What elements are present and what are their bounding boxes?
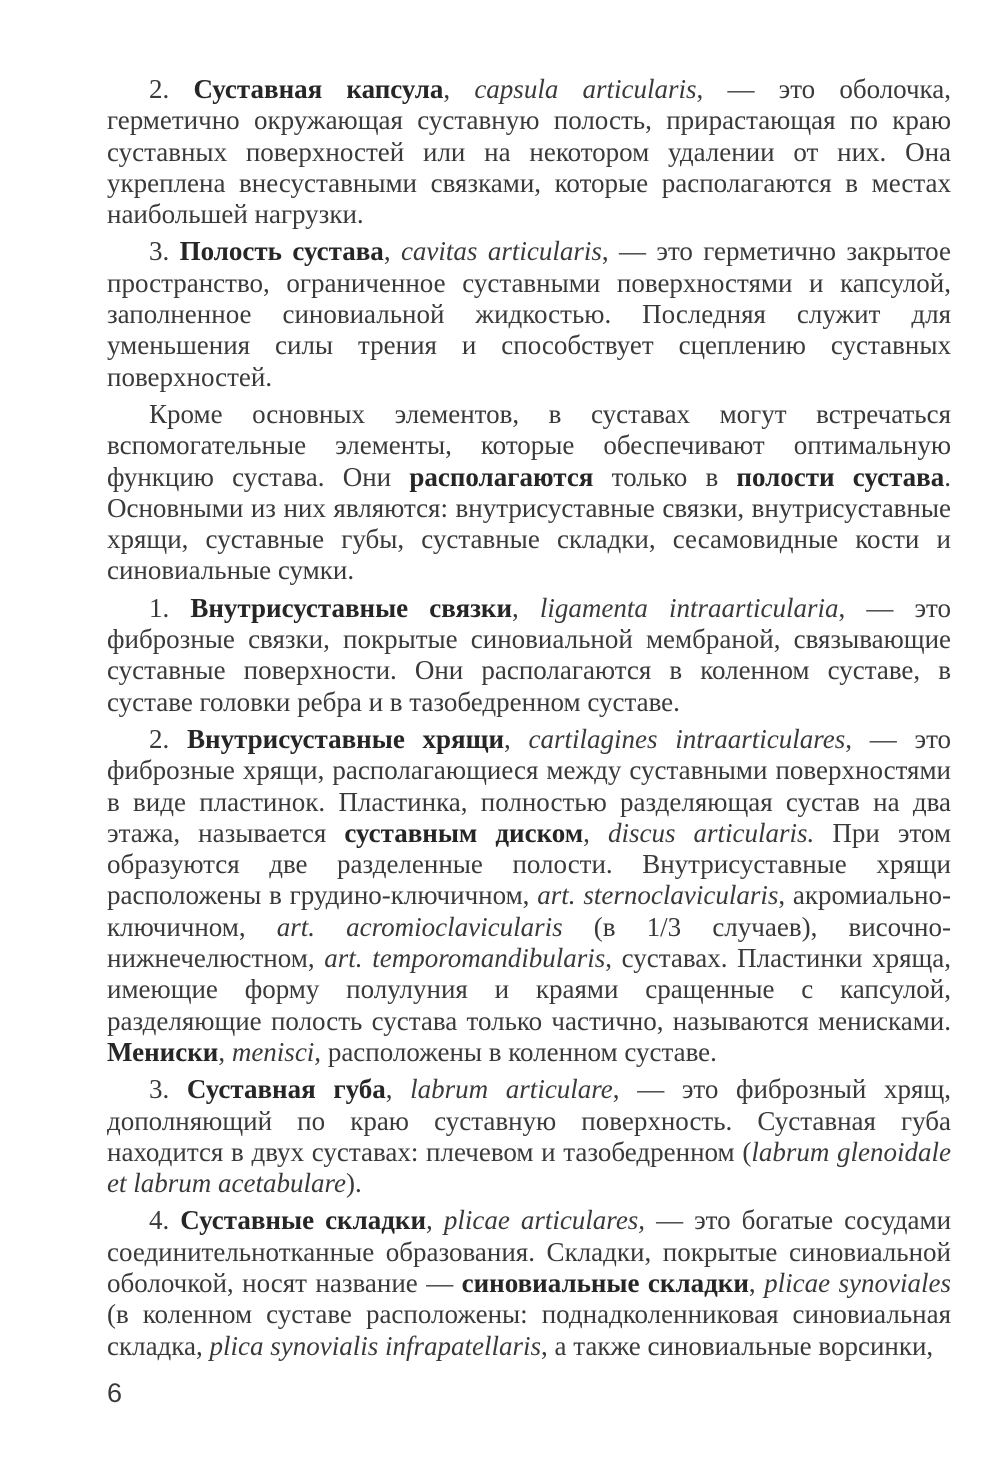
- text-fragment: ,: [583, 817, 608, 848]
- term-bold: полости сустава: [736, 461, 945, 492]
- text-fragment: , акромиально-ключичном,: [107, 880, 952, 942]
- latin-term: capsula articularis: [474, 74, 697, 104]
- latin-term: cartilagines intraarticulares: [528, 723, 846, 754]
- text-fragment: , — это оболочка, герметично окружающая суставную полость, прирастающая по краю суставных поверхностей или на некотором удалении от них. Она укреплена внесуставными связками, которые располагаются в местах наибольшей нагрузки.: [107, 74, 952, 230]
- term-bold: Суставная капсула: [193, 74, 444, 104]
- latin-term: discus articularis.: [607, 817, 815, 848]
- text-fragment: , а также синовиальные ворсинки,: [541, 1330, 934, 1361]
- text-fragment: ,: [443, 74, 475, 104]
- latin-term: labrum glenoidale et labrum acetabulare: [107, 1136, 951, 1199]
- text-fragment: , — это герметично закрытое пространство, ограниченное суставными поверхностями и капсулой, заполненное синовиальной жидкостью. Последняя служит для уменьшения силы трения и способствует сцеплению суставных поверхностей.: [107, 236, 951, 392]
- term-bold: Внутрисуставные хрящи: [187, 723, 505, 754]
- text-fragment: ,: [218, 1036, 232, 1067]
- item-number: 1.: [149, 592, 191, 623]
- text-fragment: , — это фиброзные связки, покрытые синовиальной мембраной, связывающие суставные поверхности. Они располагаются в коленном суставе, в суставе головки ребра и в тазобедренном суставе.: [107, 592, 951, 717]
- text-fragment: ,: [512, 592, 540, 623]
- latin-term: cavitas articularis: [400, 236, 602, 267]
- text-fragment: расположены в коленном суставе.: [321, 1036, 717, 1067]
- term-bold: Полость сустава: [179, 236, 384, 267]
- latin-term: ,: [426, 1205, 444, 1236]
- term-bold: суставным диском: [344, 817, 584, 848]
- item-number: 3.: [149, 1074, 187, 1105]
- page-number: 6: [107, 1378, 123, 1408]
- latin-term: art. sternoclavicularis: [537, 880, 779, 911]
- text-fragment: Кроме основных элементов, в суставах могут встречаться вспомогательные элементы, которые обеспечивают оптимальную функцию сустава. Они: [107, 398, 951, 492]
- latin-term: plica synovialis infrapatellaris: [209, 1330, 541, 1361]
- text-fragment: . Основными из них являются: внутрисуставные связки, внутрисуставные хрящи, суставные губы, суставные складки, сесамовидные кости и синовиальные сумки.: [107, 461, 951, 586]
- text-fragment: При этом образуются две разделенные полости. Внутрисуставные хрящи расположены в грудино-ключичном,: [107, 817, 951, 911]
- paragraph-articular-folds: [107, 1205, 951, 1361]
- paragraph-intraarticular-ligaments: [107, 593, 951, 718]
- term-bold: Суставная губа: [186, 1074, 386, 1105]
- text-fragment: только в: [593, 461, 737, 492]
- text-fragment: (в коленном суставе расположены: поднадколенниковая синовиальная складка,: [107, 1299, 951, 1361]
- latin-term: art. temporomandibularis: [324, 943, 606, 974]
- latin-term: ligamenta intraarticularia: [539, 592, 839, 623]
- latin-term: labrum articulare: [410, 1074, 613, 1105]
- text-fragment: ,: [383, 236, 401, 267]
- latin-term: plicae articulares,: [443, 1205, 646, 1236]
- term-bold: располагаются: [409, 461, 594, 492]
- item-number: 2.: [149, 723, 187, 754]
- text-fragment: — это богатые сосудами соединительнотканные образования. Складки, покрытые синовиальной оболочкой, носят название —: [107, 1205, 952, 1298]
- text-fragment: ,: [385, 1074, 411, 1105]
- term-bold: Внутрисуставные связки: [190, 592, 513, 623]
- latin-term: plicae synoviales: [764, 1267, 951, 1298]
- text-fragment: , — это фиброзные хрящи, располагающиеся между суставными поверхностями в виде пластинок. Пластинка, полностью разделяющая сустав на два этажа, называется: [107, 723, 952, 848]
- text-fragment: , суставах. Пластинки хряща, имеющие форму полулуния и краями сращенные с капсулой, разделяющие полость сустава только частично, называются менисками.: [107, 943, 952, 1036]
- latin-term: menisci,: [231, 1036, 322, 1067]
- paragraph-intraarticular-cartilages: [107, 724, 951, 1068]
- latin-term: art. acromioclavicularis: [276, 911, 563, 942]
- item-number: 3.: [149, 236, 180, 267]
- text-fragment: ,: [504, 723, 529, 754]
- term-bold: Суставные складки: [180, 1205, 427, 1236]
- paragraph-joint-cavity: [107, 236, 951, 392]
- paragraph-auxiliary-elements: [107, 399, 951, 587]
- item-number: 4.: [149, 1205, 181, 1236]
- page-text: [107, 74, 951, 1368]
- term-bold: Мениски: [107, 1036, 219, 1067]
- term-bold: синовиальные складки: [461, 1267, 749, 1298]
- text-fragment: ).: [345, 1168, 362, 1199]
- paragraph-articular-labrum: [107, 1074, 951, 1199]
- paragraph-articular-capsule: [107, 74, 951, 230]
- text-fragment: ,: [748, 1267, 765, 1298]
- text-fragment: , — это фиброзный хрящ, дополняющий по краю суставную поверхность. Суставная губа находится в двух суставах: плечевом и тазобедренном (: [107, 1074, 951, 1167]
- item-number: 2.: [149, 74, 194, 104]
- text-fragment: (в 1/3 случаев), височно-нижнечелюстном,: [107, 911, 951, 974]
